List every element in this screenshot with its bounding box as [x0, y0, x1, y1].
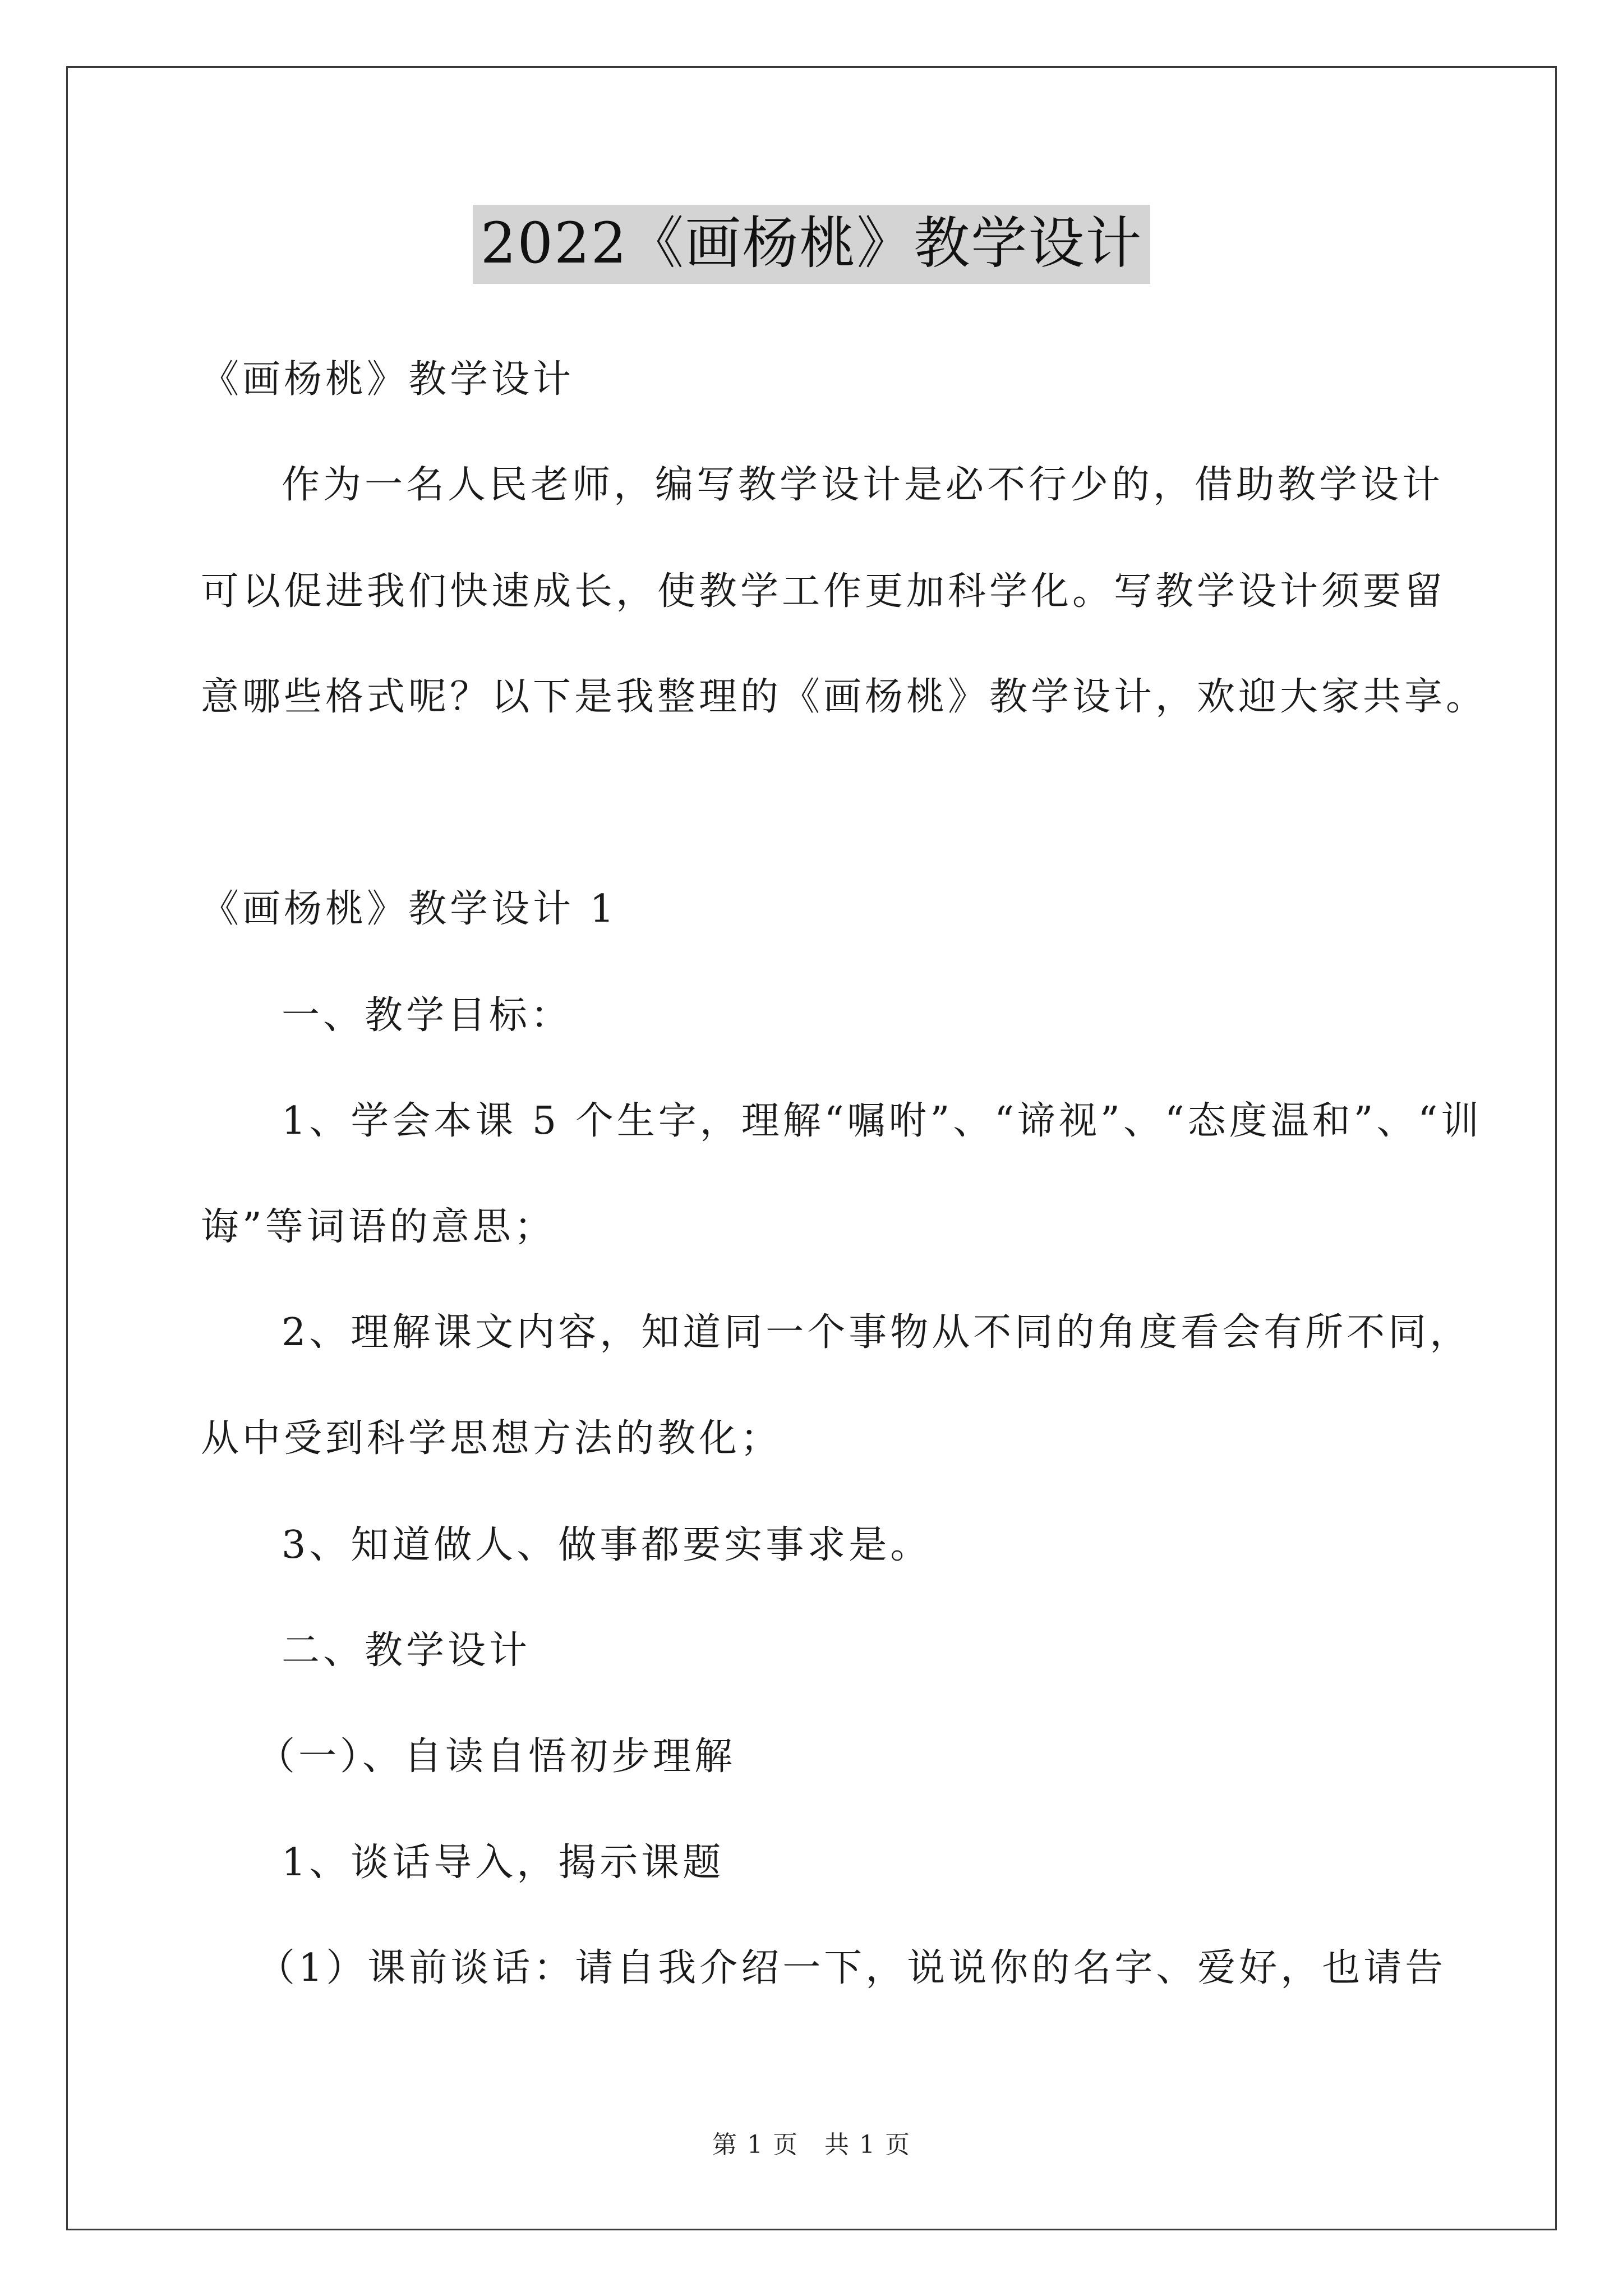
goal-1-line-1: 1、学会本课 5 个生字，理解“嘱咐”、“谛视”、“态度温和”、“训 — [282, 1099, 1483, 1143]
design-heading: 二、教学设计 — [282, 1628, 531, 1673]
goal-1-line-2: 诲”等词语的意思； — [201, 1205, 556, 1249]
document-subtitle: 《画杨桃》教学设计 — [201, 357, 575, 402]
document-title: 2022《画杨桃》教学设计 — [473, 205, 1151, 284]
part-1-heading: （一）、自读自悟初步理解 — [257, 1734, 736, 1779]
goal-2-line-2: 从中受到科学思想方法的教化； — [201, 1416, 782, 1461]
page-footer — [0, 2129, 1623, 2161]
intro-line-1: 作为一名人民老师，编写教学设计是必不行少的，借助教学设计 — [282, 463, 1444, 507]
step-1: 1、谈话导入，揭示课题 — [282, 1841, 725, 1885]
title-container — [0, 205, 1623, 284]
page-number: 第 1 页 共 1 页 — [712, 2131, 911, 2159]
step-1-sub: （1）课前谈话：请自我介绍一下，说说你的名字、爱好，也请告 — [257, 1946, 1447, 1990]
goal-3: 3、知道做人、做事都要实事求是。 — [282, 1523, 932, 1567]
goal-2-line-1: 2、理解课文内容，知道同一个事物从不同的角度看会有所不同， — [282, 1310, 1472, 1355]
section-heading: 《画杨桃》教学设计 1 — [201, 887, 617, 931]
goals-heading: 一、教学目标： — [282, 993, 573, 1038]
intro-line-2: 可以促进我们快速成长，使教学工作更加科学化。写教学设计须要留 — [201, 569, 1446, 614]
intro-line-3: 意哪些格式呢？以下是我整理的《画杨桃》教学设计，欢迎大家共享。 — [201, 675, 1488, 719]
